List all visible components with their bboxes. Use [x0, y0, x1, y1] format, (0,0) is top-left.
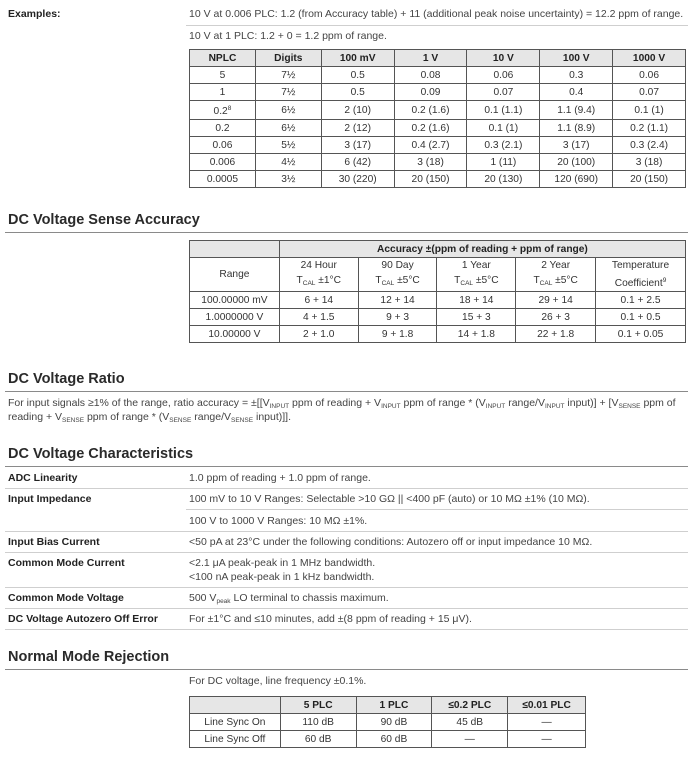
table-cell: 15 + 3 — [437, 309, 516, 326]
table-row — [190, 101, 686, 120]
autozero-off-error-value: For ±1°C and ≤10 minutes, add ±(8 ppm of reading + 15 μV). — [189, 613, 472, 625]
column-header: 5 PLC — [280, 697, 356, 714]
table-cell: 0.06 — [613, 67, 686, 84]
table-row — [190, 309, 686, 326]
header-line: 90 Day — [381, 260, 414, 271]
table-cell: — — [508, 731, 586, 748]
column-header: ≤0.2 PLC — [432, 697, 508, 714]
ratio-subscript: SENSE — [231, 417, 254, 424]
header-line: Temperature — [611, 260, 670, 271]
ratio-text: range/V — [191, 411, 232, 423]
column-header — [596, 258, 686, 292]
table-row — [190, 714, 586, 731]
header-line: 24 Hour — [300, 260, 337, 271]
value-subscript: peak — [216, 598, 231, 605]
ratio-text: range/V — [505, 397, 545, 409]
table-cell: 0.0005 — [190, 171, 256, 188]
noise-table-header — [190, 50, 686, 67]
table-cell: 9 + 3 — [358, 309, 437, 326]
table-cell: 0.1 (1) — [613, 101, 686, 120]
table-cell: 45 dB — [432, 714, 508, 731]
table-cell: 1.0000000 V — [190, 309, 280, 326]
common-mode-voltage-value — [189, 592, 389, 605]
header-line: ±5°C — [552, 275, 578, 286]
table-cell: 2 (10) — [321, 101, 394, 120]
header-subscript: CAL — [381, 280, 395, 287]
column-header: 100 V — [540, 50, 613, 67]
input-bias-current-label: Input Bias Current — [8, 536, 100, 548]
table-cell: 90 dB — [356, 714, 432, 731]
header-line: 2 Year — [541, 260, 571, 271]
divider — [5, 531, 688, 532]
footnote-marker: 8 — [227, 105, 232, 112]
table-cell: 0.06 — [190, 137, 256, 154]
table-cell: 120 (690) — [540, 171, 613, 188]
divider — [186, 25, 688, 26]
column-header — [437, 258, 516, 292]
column-header — [516, 258, 596, 292]
table-cell: 0.1 + 2.5 — [596, 292, 686, 309]
column-header: ≤0.01 PLC — [508, 697, 586, 714]
divider — [5, 608, 688, 609]
column-header: Digits — [255, 50, 321, 67]
table-cell: 3 (17) — [540, 137, 613, 154]
value-text: 500 V — [189, 592, 217, 604]
table-cell: 110 dB — [280, 714, 356, 731]
section-title-ratio: DC Voltage Ratio — [8, 371, 125, 387]
column-header: 1000 V — [613, 50, 686, 67]
table-cell: 0.2 (1.6) — [394, 120, 467, 137]
table-row — [190, 137, 686, 154]
header-line: T — [296, 275, 303, 286]
table-cell: 7½ — [255, 67, 321, 84]
table-cell: Line Sync Off — [190, 731, 281, 748]
table-cell: 20 (100) — [540, 154, 613, 171]
ratio-text: reading + V — [8, 411, 62, 423]
table-cell: 0.4 — [540, 84, 613, 101]
column-header: 1 PLC — [356, 697, 432, 714]
header-line: 1 Year — [461, 260, 491, 271]
section-rule — [5, 669, 688, 670]
table-cell: 3 (18) — [394, 154, 467, 171]
ratio-text: ppm of range * (V — [84, 411, 170, 423]
table-cell: 0.1 + 0.5 — [596, 309, 686, 326]
header-line: ±1°C — [315, 275, 341, 286]
table-cell: 9 + 1.8 — [358, 326, 437, 343]
ratio-text-line-2 — [8, 411, 291, 424]
table-cell: 0.5 — [321, 84, 394, 101]
table-cell: 0.07 — [613, 84, 686, 101]
table-cell: 4 + 1.5 — [279, 309, 358, 326]
table-cell: 10.00000 V — [190, 326, 280, 343]
autozero-off-error-label: DC Voltage Autozero Off Error — [8, 613, 158, 625]
table-cell: 3 (18) — [613, 154, 686, 171]
table-cell: 0.07 — [467, 84, 540, 101]
table-cell: 1 — [190, 84, 256, 101]
header-line: T — [375, 275, 382, 286]
table-cell: 0.2 (1.6) — [394, 101, 467, 120]
table-row — [190, 171, 686, 188]
divider — [5, 488, 688, 489]
divider — [5, 587, 688, 588]
ratio-subscript: INPUT — [544, 403, 565, 410]
ratio-text: ppm of range * (V — [400, 397, 486, 409]
blank-header — [190, 241, 280, 258]
footnote-marker: 9 — [662, 277, 667, 284]
range-header: Range — [190, 258, 280, 292]
nmr-intro: For DC voltage, line frequency ±0.1%. — [189, 675, 367, 687]
ratio-subscript: SENSE — [62, 417, 85, 424]
header-line: T — [533, 275, 540, 286]
input-impedance-value-2: 100 V to 1000 V Ranges: 10 MΩ ±1%. — [189, 515, 368, 527]
ratio-subscript: SENSE — [618, 403, 641, 410]
table-cell: 1.1 (8.9) — [540, 120, 613, 137]
ratio-text: ppm of reading + V — [289, 397, 382, 409]
table-cell: — — [508, 714, 586, 731]
table-cell: 0.08 — [394, 67, 467, 84]
noise-table — [189, 49, 686, 188]
sense-header-row-2 — [190, 258, 686, 292]
column-header: 10 V — [467, 50, 540, 67]
ratio-text: ppm of — [640, 397, 676, 409]
column-header — [358, 258, 437, 292]
table-cell: 6 (42) — [321, 154, 394, 171]
table-cell: 29 + 14 — [516, 292, 596, 309]
header-subscript: CAL — [539, 280, 553, 287]
ratio-subscript: INPUT — [485, 403, 506, 410]
table-row — [190, 67, 686, 84]
table-cell: 60 dB — [280, 731, 356, 748]
ratio-subscript: INPUT — [269, 403, 290, 410]
table-cell: 5 — [190, 67, 256, 84]
table-cell: 0.1 (1) — [467, 120, 540, 137]
examples-line-2: 10 V at 1 PLC: 1.2 + 0 = 1.2 ppm of range. — [189, 30, 387, 42]
ratio-subscript: INPUT — [381, 403, 401, 410]
table-cell: 100.00000 mV — [190, 292, 280, 309]
table-cell: 14 + 1.8 — [437, 326, 516, 343]
table-cell: 0.5 — [321, 67, 394, 84]
sense-accuracy-table — [189, 240, 686, 343]
cell-value: 0.2 — [213, 106, 228, 117]
section-rule — [5, 466, 688, 467]
table-cell: 1.1 (9.4) — [540, 101, 613, 120]
table-cell: 0.2 — [190, 120, 256, 137]
adc-linearity-value: 1.0 ppm of reading + 1.0 ppm of range. — [189, 472, 371, 484]
table-row — [190, 120, 686, 137]
table-cell: 5½ — [255, 137, 321, 154]
table-cell: 20 (150) — [394, 171, 467, 188]
ratio-text: input)] + [V — [564, 397, 619, 409]
header-line: T — [454, 275, 461, 286]
table-row — [190, 292, 686, 309]
header-line: ±5°C — [394, 275, 420, 286]
table-cell: 2 + 1.0 — [279, 326, 358, 343]
table-cell — [190, 101, 256, 120]
table-cell: Line Sync On — [190, 714, 281, 731]
table-cell: 0.1 (1.1) — [467, 101, 540, 120]
table-cell: 22 + 1.8 — [516, 326, 596, 343]
ratio-text: For input signals ≥1% of the range, ratio accuracy = ±[[V — [8, 397, 270, 409]
table-row — [190, 326, 686, 343]
table-row — [190, 731, 586, 748]
table-cell: 20 (130) — [467, 171, 540, 188]
table-cell: 0.4 (2.7) — [394, 137, 467, 154]
sense-header-row-1 — [190, 241, 686, 258]
table-cell: 2 (12) — [321, 120, 394, 137]
table-cell: 0.3 (2.1) — [467, 137, 540, 154]
section-rule — [5, 391, 688, 392]
column-header: NPLC — [190, 50, 256, 67]
ratio-text-line-1 — [8, 397, 676, 410]
table-cell: 3 (17) — [321, 137, 394, 154]
value-text: LO terminal to chassis maximum. — [230, 592, 389, 604]
table-cell: 4½ — [255, 154, 321, 171]
divider — [186, 509, 688, 510]
nmr-table — [189, 696, 586, 748]
section-rule — [5, 232, 688, 233]
blank-header — [190, 697, 281, 714]
header-line: Coefficient — [614, 278, 663, 289]
table-cell: 1 (11) — [467, 154, 540, 171]
table-cell: 0.006 — [190, 154, 256, 171]
ratio-text: input)]]. — [253, 411, 291, 423]
common-mode-current-label: Common Mode Current — [8, 557, 125, 569]
common-mode-current-value-2: <100 nA peak-peak in 1 kHz bandwidth. — [189, 571, 375, 583]
common-mode-voltage-label: Common Mode Voltage — [8, 592, 124, 604]
table-cell: 30 (220) — [321, 171, 394, 188]
examples-label: Examples: — [8, 8, 61, 20]
table-cell: 6½ — [255, 101, 321, 120]
table-cell: 20 (150) — [613, 171, 686, 188]
table-cell: 0.3 — [540, 67, 613, 84]
table-cell: — — [432, 731, 508, 748]
table-cell: 0.06 — [467, 67, 540, 84]
table-cell: 0.09 — [394, 84, 467, 101]
table-cell: 3½ — [255, 171, 321, 188]
table-cell: 6½ — [255, 120, 321, 137]
section-title-sense-accuracy: DC Voltage Sense Accuracy — [8, 212, 200, 228]
header-subscript: CAL — [302, 280, 316, 287]
input-impedance-value-1: 100 mV to 10 V Ranges: Selectable >10 GΩ || <400 pF (auto) or 10 MΩ ±1% (10 MΩ). — [189, 493, 590, 505]
divider — [5, 552, 688, 553]
header-line: ±5°C — [473, 275, 499, 286]
table-cell: 18 + 14 — [437, 292, 516, 309]
table-cell: 60 dB — [356, 731, 432, 748]
input-impedance-label: Input Impedance — [8, 493, 92, 505]
adc-linearity-label: ADC Linearity — [8, 472, 78, 484]
table-cell: 0.2 (1.1) — [613, 120, 686, 137]
column-header: 100 mV — [321, 50, 394, 67]
nmr-header-row — [190, 697, 586, 714]
table-row — [190, 154, 686, 171]
table-cell: 6 + 14 — [279, 292, 358, 309]
ratio-subscript: SENSE — [169, 417, 192, 424]
table-cell: 12 + 14 — [358, 292, 437, 309]
column-header: 1 V — [394, 50, 467, 67]
table-row — [190, 84, 686, 101]
column-header — [279, 258, 358, 292]
accuracy-group-header: Accuracy ±(ppm of reading + ppm of range) — [279, 241, 685, 258]
common-mode-current-value-1: <2.1 μA peak-peak in 1 MHz bandwidth. — [189, 557, 376, 569]
table-cell: 0.1 + 0.05 — [596, 326, 686, 343]
section-title-normal-mode-rejection: Normal Mode Rejection — [8, 649, 170, 665]
input-bias-current-value: <50 pA at 23°C under the following conditions: Autozero off or input impedance 10 MΩ. — [189, 536, 593, 548]
table-cell: 26 + 3 — [516, 309, 596, 326]
table-cell: 7½ — [255, 84, 321, 101]
examples-line-1: 10 V at 0.006 PLC: 1.2 (from Accuracy table) + 11 (additional peak noise uncertainty) = 12.2 ppm of range. — [189, 8, 684, 20]
table-cell: 0.3 (2.4) — [613, 137, 686, 154]
header-subscript: CAL — [460, 280, 474, 287]
divider — [5, 629, 688, 630]
section-title-characteristics: DC Voltage Characteristics — [8, 446, 194, 462]
